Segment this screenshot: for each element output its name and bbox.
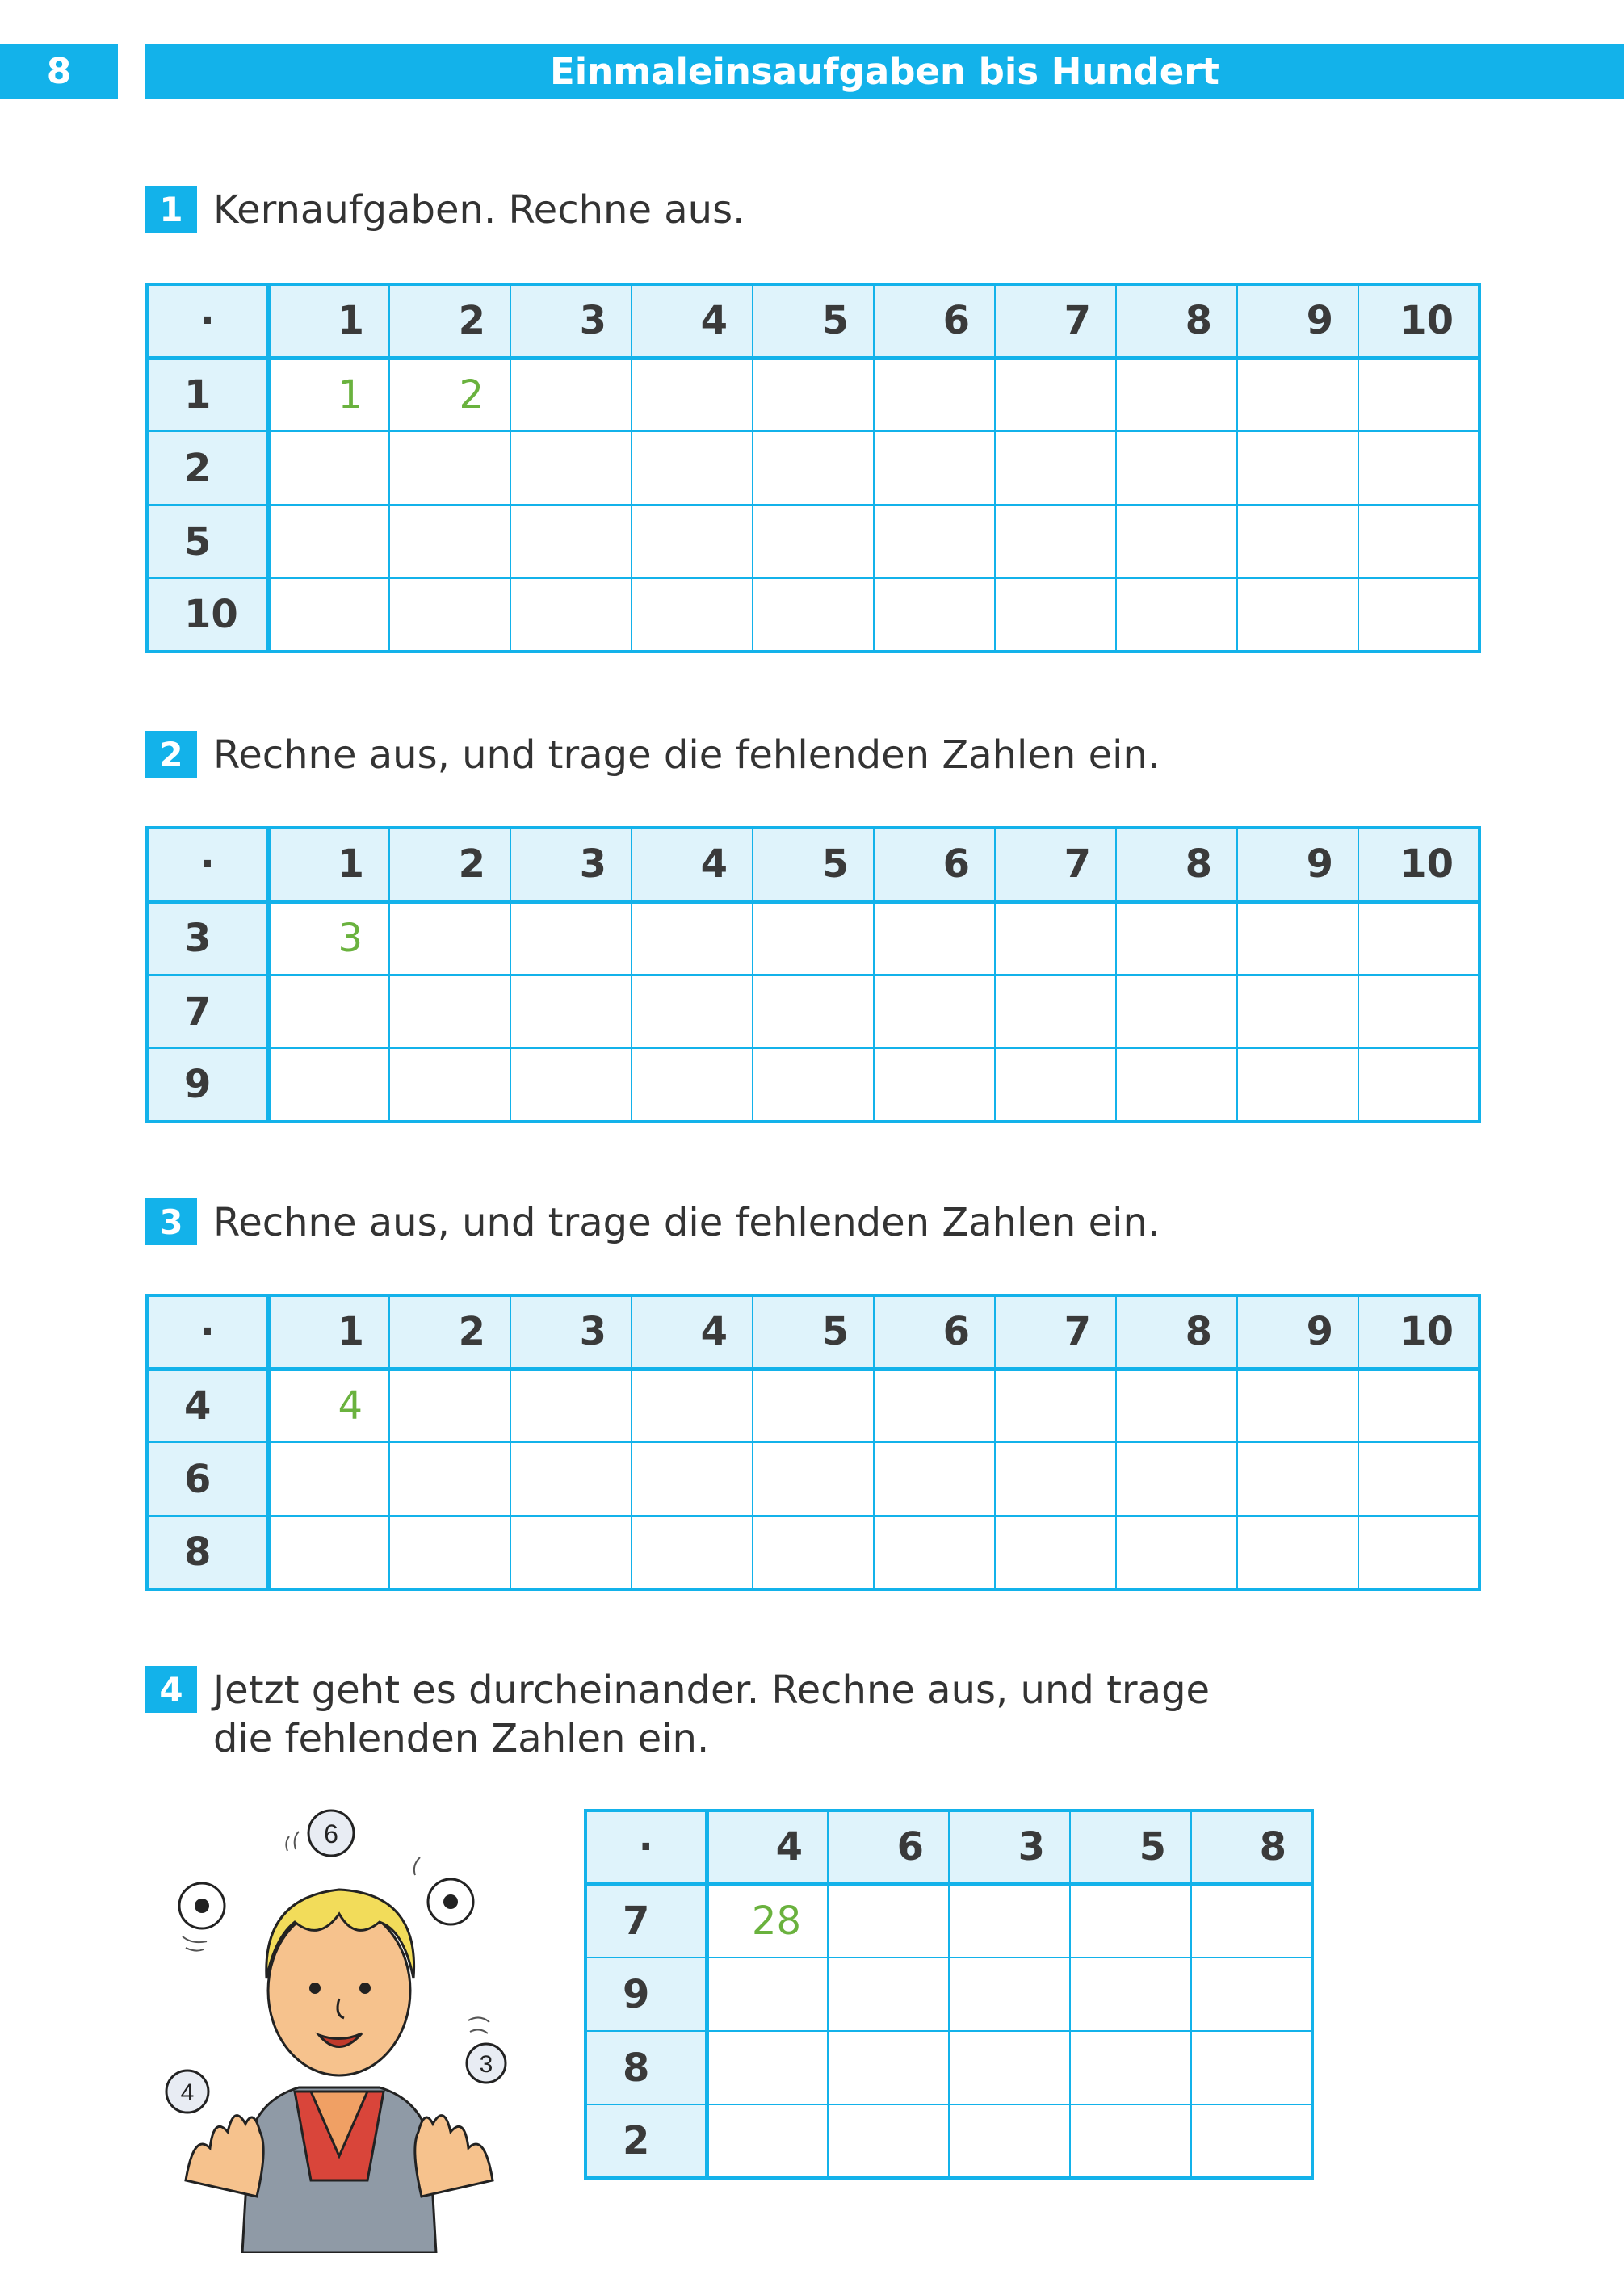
task-instruction bbox=[213, 1666, 1210, 1763]
answer-cell[interactable] bbox=[1358, 1442, 1479, 1516]
answer-cell[interactable] bbox=[949, 1957, 1070, 2031]
answer-cell[interactable] bbox=[1070, 1884, 1191, 1957]
ball-6-icon bbox=[286, 1811, 354, 1856]
answer-cell[interactable] bbox=[995, 1369, 1116, 1442]
answer-cell[interactable] bbox=[632, 1369, 753, 1442]
answer-cell[interactable] bbox=[828, 1884, 949, 1957]
answer-cell[interactable] bbox=[1358, 578, 1479, 652]
answer-cell[interactable] bbox=[995, 1048, 1116, 1122]
answer-cell[interactable] bbox=[753, 431, 874, 505]
task-number: 3 bbox=[145, 1198, 197, 1245]
row-header: 9 bbox=[585, 1957, 707, 2031]
table-row bbox=[147, 1442, 1479, 1516]
answer-cell[interactable] bbox=[632, 1442, 753, 1516]
column-header: 1 bbox=[268, 284, 389, 358]
answer-cell[interactable] bbox=[389, 1369, 510, 1442]
answer-cell[interactable] bbox=[995, 578, 1116, 652]
column-header: 4 bbox=[632, 828, 753, 901]
corner-dot: · bbox=[147, 1295, 268, 1369]
header-row bbox=[585, 1811, 1312, 1884]
answer-cell[interactable] bbox=[1237, 1516, 1358, 1589]
answer-cell[interactable] bbox=[874, 901, 995, 975]
answer-cell[interactable] bbox=[632, 1516, 753, 1589]
answer-cell[interactable] bbox=[707, 1957, 828, 2031]
answer-cell[interactable] bbox=[1116, 505, 1237, 578]
answer-cell[interactable] bbox=[1070, 1957, 1191, 2031]
column-header: 6 bbox=[828, 1811, 949, 1884]
answer-cell[interactable] bbox=[828, 2031, 949, 2104]
answer-cell[interactable] bbox=[1070, 2031, 1191, 2104]
answer-cell[interactable] bbox=[753, 1048, 874, 1122]
answer-cell[interactable]: 3 bbox=[268, 901, 389, 975]
column-header: 3 bbox=[510, 284, 632, 358]
answer-cell[interactable] bbox=[510, 358, 632, 431]
column-header: 2 bbox=[389, 1295, 510, 1369]
answer-cell[interactable] bbox=[1237, 505, 1358, 578]
answer-cell[interactable] bbox=[268, 578, 389, 652]
answer-cell[interactable] bbox=[995, 901, 1116, 975]
answer-cell[interactable] bbox=[268, 975, 389, 1048]
answer-cell[interactable] bbox=[510, 1048, 632, 1122]
answer-cell[interactable] bbox=[1237, 431, 1358, 505]
answer-cell[interactable] bbox=[874, 505, 995, 578]
column-header: 7 bbox=[995, 828, 1116, 901]
page-title: Einmaleinsaufgaben bis Hundert bbox=[145, 44, 1624, 99]
corner-dot: · bbox=[147, 284, 268, 358]
task-4 bbox=[145, 1666, 1210, 1763]
answer-cell[interactable] bbox=[1191, 2031, 1312, 2104]
answer-cell[interactable] bbox=[389, 505, 510, 578]
answer-cell[interactable] bbox=[1116, 1516, 1237, 1589]
ball-dot-right-icon bbox=[414, 1857, 473, 1924]
task-instruction: Kernaufgaben. Rechne aus. bbox=[213, 187, 745, 233]
answer-cell[interactable] bbox=[1358, 901, 1479, 975]
row-header: 4 bbox=[147, 1369, 268, 1442]
answer-cell[interactable] bbox=[753, 1369, 874, 1442]
column-header: 2 bbox=[389, 284, 510, 358]
answer-cell[interactable] bbox=[1237, 1369, 1358, 1442]
column-header: 3 bbox=[949, 1811, 1070, 1884]
answer-cell[interactable] bbox=[268, 1516, 389, 1589]
answer-cell[interactable] bbox=[1237, 578, 1358, 652]
column-header: 7 bbox=[995, 284, 1116, 358]
answer-cell[interactable] bbox=[995, 1516, 1116, 1589]
column-header: 10 bbox=[1358, 828, 1479, 901]
answer-cell[interactable] bbox=[632, 975, 753, 1048]
answer-cell[interactable] bbox=[753, 578, 874, 652]
answer-cell[interactable] bbox=[1116, 1048, 1237, 1122]
answer-cell[interactable] bbox=[874, 975, 995, 1048]
column-header: 2 bbox=[389, 828, 510, 901]
column-header: 8 bbox=[1116, 284, 1237, 358]
task-1 bbox=[145, 186, 745, 234]
answer-cell[interactable] bbox=[1237, 1442, 1358, 1516]
table-row bbox=[147, 505, 1479, 578]
table-row bbox=[585, 2104, 1312, 2178]
answer-cell[interactable] bbox=[268, 505, 389, 578]
task-instruction-line-1: Jetzt geht es durcheinander. Rechne aus, und trage bbox=[213, 1668, 1211, 1713]
answer-cell[interactable] bbox=[1116, 1442, 1237, 1516]
answer-cell[interactable] bbox=[1116, 1369, 1237, 1442]
answer-cell[interactable] bbox=[753, 1442, 874, 1516]
column-header: 3 bbox=[510, 1295, 632, 1369]
answer-cell[interactable] bbox=[510, 1442, 632, 1516]
answer-cell[interactable] bbox=[1237, 975, 1358, 1048]
table-row bbox=[147, 1516, 1479, 1589]
task-instruction: Rechne aus, und trage die fehlenden Zahlen ein. bbox=[213, 732, 1160, 778]
column-header: 10 bbox=[1358, 1295, 1479, 1369]
answer-cell[interactable] bbox=[1358, 431, 1479, 505]
answer-cell[interactable] bbox=[949, 2104, 1070, 2178]
answer-cell[interactable] bbox=[1358, 358, 1479, 431]
answer-cell[interactable] bbox=[1116, 358, 1237, 431]
answer-cell[interactable]: 4 bbox=[268, 1369, 389, 1442]
answer-cell[interactable] bbox=[1191, 2104, 1312, 2178]
task-instruction: Rechne aus, und trage die fehlenden Zahlen ein. bbox=[213, 1200, 1160, 1245]
column-header: 6 bbox=[874, 1295, 995, 1369]
column-header: 4 bbox=[632, 1295, 753, 1369]
answer-cell[interactable]: 1 bbox=[268, 358, 389, 431]
answer-cell[interactable] bbox=[1116, 975, 1237, 1048]
task-number: 4 bbox=[145, 1666, 197, 1713]
column-header: 6 bbox=[874, 284, 995, 358]
answer-cell[interactable] bbox=[753, 1516, 874, 1589]
row-header: 2 bbox=[147, 431, 268, 505]
answer-cell[interactable] bbox=[995, 358, 1116, 431]
answer-cell[interactable] bbox=[510, 1369, 632, 1442]
column-header: 5 bbox=[1070, 1811, 1191, 1884]
row-header: 5 bbox=[147, 505, 268, 578]
table-row bbox=[147, 975, 1479, 1048]
multiplication-table-1 bbox=[145, 283, 1481, 653]
answer-cell[interactable] bbox=[510, 901, 632, 975]
page-number: 8 bbox=[0, 44, 118, 99]
table-row bbox=[585, 1957, 1312, 2031]
table-row bbox=[147, 578, 1479, 652]
row-header: 7 bbox=[147, 975, 268, 1048]
answer-cell[interactable] bbox=[632, 505, 753, 578]
task-3 bbox=[145, 1198, 1160, 1247]
column-header: 5 bbox=[753, 1295, 874, 1369]
answer-cell[interactable] bbox=[1358, 975, 1479, 1048]
answer-cell[interactable] bbox=[828, 1957, 949, 2031]
column-header: 8 bbox=[1116, 1295, 1237, 1369]
row-header: 1 bbox=[147, 358, 268, 431]
table-row bbox=[147, 431, 1479, 505]
answer-cell[interactable] bbox=[995, 505, 1116, 578]
column-header: 3 bbox=[510, 828, 632, 901]
ball-3-icon bbox=[467, 2017, 506, 2083]
row-header: 2 bbox=[585, 2104, 707, 2178]
table-row bbox=[585, 1884, 1312, 1957]
column-header: 9 bbox=[1237, 284, 1358, 358]
answer-cell[interactable] bbox=[389, 1516, 510, 1589]
answer-cell[interactable] bbox=[874, 1442, 995, 1516]
answer-cell[interactable] bbox=[874, 1516, 995, 1589]
column-header: 1 bbox=[268, 828, 389, 901]
answer-cell[interactable] bbox=[632, 901, 753, 975]
answer-cell[interactable] bbox=[874, 1048, 995, 1122]
column-header: 8 bbox=[1191, 1811, 1312, 1884]
answer-cell[interactable] bbox=[632, 431, 753, 505]
answer-cell[interactable] bbox=[995, 431, 1116, 505]
answer-cell[interactable] bbox=[389, 1048, 510, 1122]
answer-cell[interactable] bbox=[510, 578, 632, 652]
answer-cell[interactable] bbox=[874, 578, 995, 652]
answer-cell[interactable] bbox=[995, 975, 1116, 1048]
answer-cell[interactable] bbox=[753, 901, 874, 975]
row-header: 9 bbox=[147, 1048, 268, 1122]
answer-cell[interactable] bbox=[632, 358, 753, 431]
header-row bbox=[147, 828, 1479, 901]
multiplication-table-4 bbox=[584, 1809, 1314, 2180]
answer-cell[interactable] bbox=[632, 578, 753, 652]
row-header: 10 bbox=[147, 578, 268, 652]
answer-cell[interactable] bbox=[707, 2031, 828, 2104]
answer-cell[interactable] bbox=[510, 431, 632, 505]
answer-cell[interactable] bbox=[268, 1442, 389, 1516]
svg-text:4: 4 bbox=[180, 2079, 195, 2106]
multiplication-table-3 bbox=[145, 1294, 1481, 1591]
answer-cell[interactable]: 2 bbox=[389, 358, 510, 431]
answer-cell[interactable] bbox=[874, 431, 995, 505]
answer-cell[interactable] bbox=[1191, 1884, 1312, 1957]
answer-cell[interactable] bbox=[753, 975, 874, 1048]
answer-cell[interactable] bbox=[389, 901, 510, 975]
answer-cell[interactable] bbox=[874, 358, 995, 431]
answer-cell[interactable] bbox=[1358, 1516, 1479, 1589]
answer-cell[interactable] bbox=[1116, 431, 1237, 505]
answer-cell[interactable] bbox=[874, 1369, 995, 1442]
column-header: 10 bbox=[1358, 284, 1479, 358]
table-row bbox=[147, 1048, 1479, 1122]
column-header: 9 bbox=[1237, 1295, 1358, 1369]
multiplication-table-2 bbox=[145, 826, 1481, 1123]
table-row bbox=[147, 358, 1479, 431]
answer-cell[interactable] bbox=[1237, 1048, 1358, 1122]
answer-cell[interactable] bbox=[389, 578, 510, 652]
answer-cell[interactable] bbox=[510, 505, 632, 578]
svg-text:6: 6 bbox=[324, 1819, 338, 1848]
column-header: 4 bbox=[632, 284, 753, 358]
boy-figure bbox=[186, 1890, 493, 2253]
task-instruction-line-2: die fehlenden Zahlen ein. bbox=[213, 1716, 710, 1761]
answer-cell[interactable] bbox=[1237, 901, 1358, 975]
column-header: 9 bbox=[1237, 828, 1358, 901]
table-row bbox=[147, 1369, 1479, 1442]
column-header: 7 bbox=[995, 1295, 1116, 1369]
answer-cell[interactable] bbox=[1070, 2104, 1191, 2178]
corner-dot: · bbox=[147, 828, 268, 901]
row-header: 8 bbox=[585, 2031, 707, 2104]
answer-cell[interactable] bbox=[753, 358, 874, 431]
corner-dot: · bbox=[585, 1811, 707, 1884]
svg-text:3: 3 bbox=[479, 2051, 493, 2078]
row-header: 6 bbox=[147, 1442, 268, 1516]
header-row bbox=[147, 284, 1479, 358]
row-header: 3 bbox=[147, 901, 268, 975]
answer-cell[interactable] bbox=[268, 431, 389, 505]
answer-cell[interactable]: 28 bbox=[707, 1884, 828, 1957]
table-row bbox=[147, 901, 1479, 975]
answer-cell[interactable] bbox=[1358, 1048, 1479, 1122]
ball-dot-left-icon bbox=[179, 1883, 225, 1951]
column-header: 1 bbox=[268, 1295, 389, 1369]
answer-cell[interactable] bbox=[632, 1048, 753, 1122]
juggler-illustration bbox=[153, 1801, 533, 2253]
row-header: 7 bbox=[585, 1884, 707, 1957]
answer-cell[interactable] bbox=[949, 1884, 1070, 1957]
answer-cell[interactable] bbox=[828, 2104, 949, 2178]
column-header: 5 bbox=[753, 284, 874, 358]
task-number: 1 bbox=[145, 186, 197, 233]
table-row bbox=[585, 2031, 1312, 2104]
ball-4-icon bbox=[166, 2071, 208, 2113]
column-header: 6 bbox=[874, 828, 995, 901]
answer-cell[interactable] bbox=[510, 975, 632, 1048]
column-header: 5 bbox=[753, 828, 874, 901]
answer-cell[interactable] bbox=[1358, 1369, 1479, 1442]
answer-cell[interactable] bbox=[1358, 505, 1479, 578]
answer-cell[interactable] bbox=[1191, 1957, 1312, 2031]
answer-cell[interactable] bbox=[1116, 901, 1237, 975]
answer-cell[interactable] bbox=[510, 1516, 632, 1589]
answer-cell[interactable] bbox=[707, 2104, 828, 2178]
answer-cell[interactable] bbox=[949, 2031, 1070, 2104]
answer-cell[interactable] bbox=[995, 1442, 1116, 1516]
answer-cell[interactable] bbox=[1116, 578, 1237, 652]
task-number: 2 bbox=[145, 731, 197, 778]
answer-cell[interactable] bbox=[389, 975, 510, 1048]
answer-cell[interactable] bbox=[753, 505, 874, 578]
answer-cell[interactable] bbox=[389, 431, 510, 505]
answer-cell[interactable] bbox=[1237, 358, 1358, 431]
header-row bbox=[147, 1295, 1479, 1369]
answer-cell[interactable] bbox=[389, 1442, 510, 1516]
row-header: 8 bbox=[147, 1516, 268, 1589]
task-2 bbox=[145, 731, 1160, 779]
answer-cell[interactable] bbox=[268, 1048, 389, 1122]
column-header: 8 bbox=[1116, 828, 1237, 901]
column-header: 4 bbox=[707, 1811, 828, 1884]
